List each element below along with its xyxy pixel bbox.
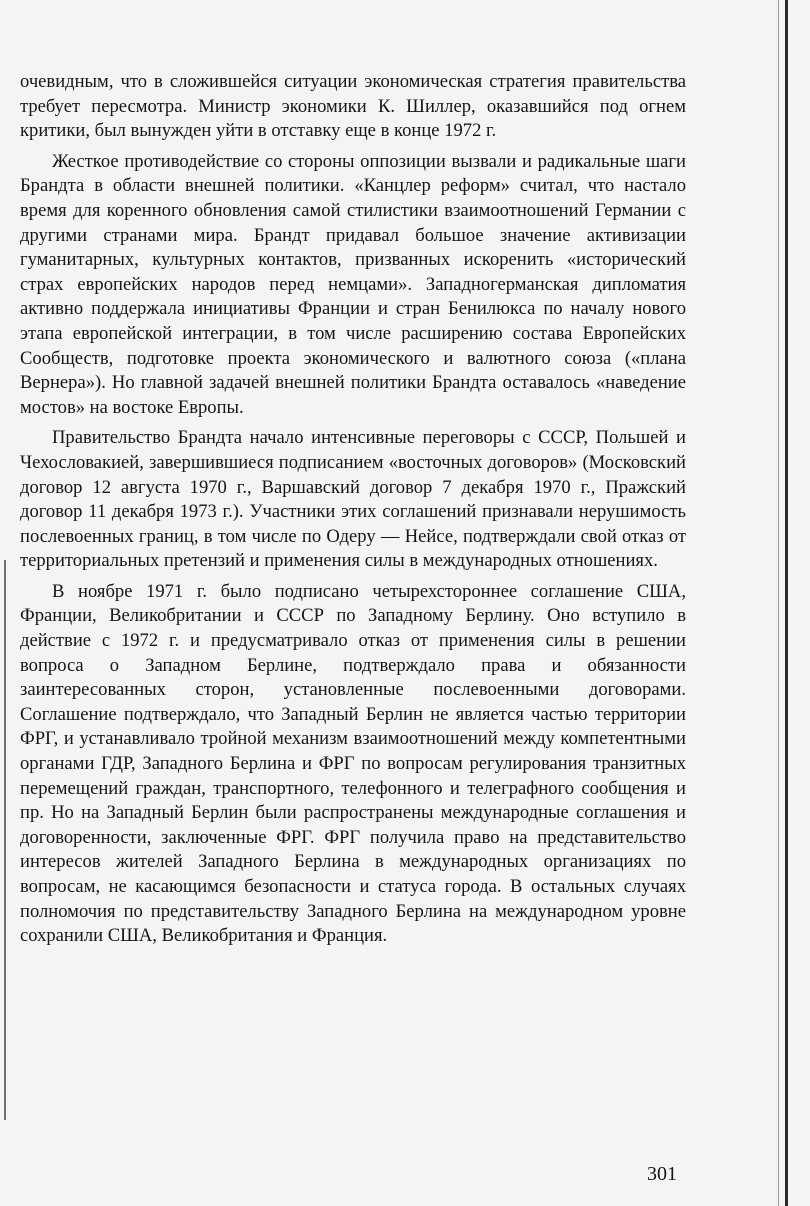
page-number: 301 bbox=[647, 1163, 677, 1185]
text-column bbox=[20, 70, 686, 949]
paragraph-foreign-policy: Жесткое противодействие со стороны оппозиции вызвали и радикальные шаги Брандта в области внешней политики. «Канцлер реформ» считал, что настало время для коренного обновления самой стилистики взаимоотношений Германии с другими странами мира. Брандт придавал большое значение активизации гуманитарных, культурных контактов, призванных искоренить «исторический страх европейских народов перед немцами». Западногерманская дипломатия активно поддержала инициативы Франции и стран Бенилюкса по началу нового этапа европейской интеграции, в том числе расширению состава Европейских Сообществ, подготовке проекта экономического и валютного союза («плана Вернера»). Но главной задачей внешней политики Брандта оставалось «наведение мостов» на востоке Европы. bbox=[20, 150, 686, 418]
paragraph-continuation: очевидным, что в сложившейся ситуации экономическая стратегия правительства требует пересмотра. Министр экономики К. Шиллер, оказавшийся под огнем критики, был вынужден уйти в отставку еще в конце 1972 г. bbox=[20, 71, 686, 142]
paragraph-eastern-treaties: Правительство Брандта начало интенсивные переговоры с СССР, Польшей и Чехословакией, завершившиеся подписанием «восточных договоров» (Московский договор 12 августа 1970 г., Варшавский договор 7 декабря 1970 г., Пражский договор 11 декабря 1973 г.). Участники этих соглашений признавали нерушимость послевоенных границ, в том числе по Одеру — Нейсе, подтверждали свой отказ от территориальных претензий и применения силы в международных отношениях. bbox=[20, 427, 686, 572]
paragraph-west-berlin: В ноябре 1971 г. было подписано четырехстороннее соглашение США, Франции, Великобритании и СССР по Западному Берлину. Оно вступило в действие с 1972 г. и предусматривало отказ от применения силы в решении вопроса о Западном Берлине, подтверждало права и обязанности заинтересованных сторон, установленные послевоенными договорами. Соглашение подтверждало, что Западный Берлин не является частью территории ФРГ, и устанавливало тройной механизм взаимоотношений между компетентными органами ГДР, Западного Берлина и ФРГ по вопросам регулирования транзитных перемещений граждан, транспортного, телефонного и телеграфного сообщения и пр. Но на Западный Берлин были распространены международные соглашения и договоренности, заключенные ФРГ. ФРГ получила право на представительство интересов жителей Западного Берлина в международных организациях по вопросам, не касающимся безопасности и статуса города. В остальных случаях полномочия по представительству Западного Берлина на международном уровне сохранили США, Великобритания и Франция. bbox=[20, 580, 686, 947]
binding-edge-shadow bbox=[778, 0, 779, 1206]
binding-edge bbox=[785, 0, 788, 1206]
scan-edge bbox=[4, 560, 6, 1120]
